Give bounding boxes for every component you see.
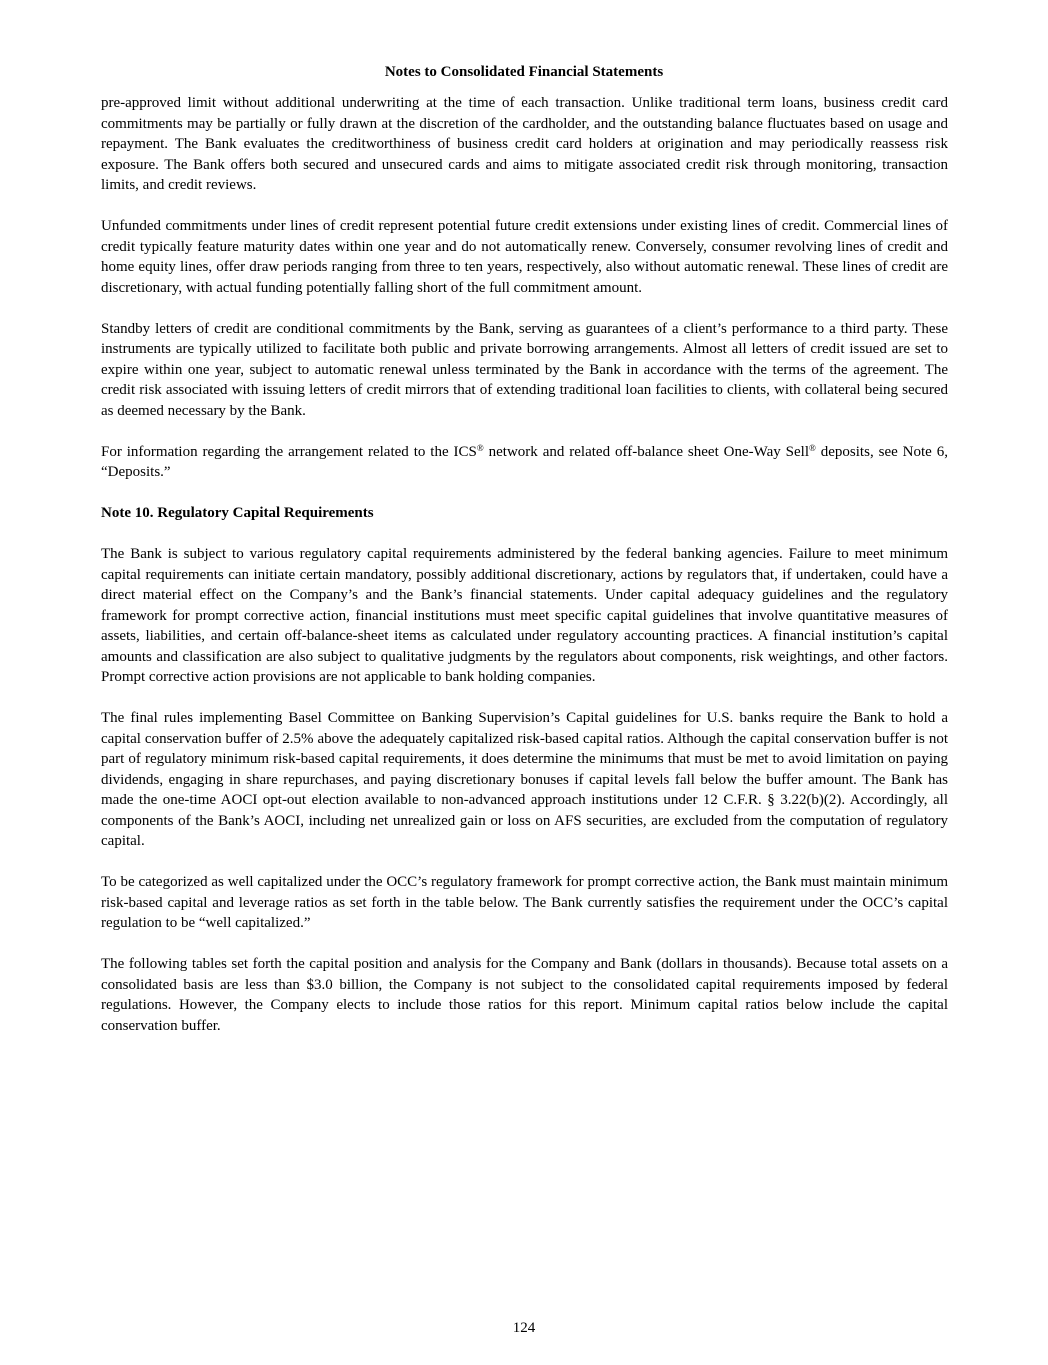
registered-mark: ®: [809, 442, 816, 453]
paragraph-well-capitalized: To be categorized as well capitalized under the OCC’s regulatory framework for prompt corrective action, the Bank must maintain minimum risk-based capital and leverage ratios as set forth in the table below. The Bank currently satisfies the requirement under the OCC’s capital regulation to be “well capitalized.”: [101, 874, 948, 931]
section-heading-note-10: Note 10. Regulatory Capital Requirements: [101, 505, 374, 521]
paragraph-standby-letters-of-credit: Standby letters of credit are conditional commitments by the Bank, serving as guarantees of a client’s performance to a third party. These instruments are typically utilized to facilitate both public and private borrowing arrangements. Almost all letters of credit issued are set to expire within one year, subject to automatic renewal unless terminated by the Bank in accordance with the terms of the agreement. The credit risk associated with issuing letters of credit mirrors that of extending traditional loan facilities to clients, with collateral being secured as deemed necessary by the Bank.: [101, 320, 948, 419]
paragraph-regulatory-requirements: The Bank is subject to various regulatory capital requirements administered by the federal banking agencies. Failure to meet minimum capital requirements can initiate certain mandatory, possibly additional discretionary, actions by regulators that, if undertaken, could have a direct material effect on the Company’s and the Bank’s financial statements. Under capital adequacy guidelines and the regulatory framework for prompt corrective action, financial institutions must meet specific capital guidelines that involve quantitative measures of assets, liabilities, and certain off-balance-sheet items as calculated under regulatory accounting practices. A financial institution’s capital amounts and classification are also subject to qualitative judgments by the regulators about components, risk weightings, and other factors. Prompt corrective action provisions are not applicable to bank holding companies.: [101, 546, 948, 685]
page-number: 124: [512, 1320, 536, 1336]
paragraph-credit-card-commitments: pre-approved limit without additional underwriting at the time of each transaction. Unlike traditional term loans, business credit card commitments may be partially or fully drawn at the discretion of the cardholder, and the outstanding balance fluctuates based on usage and repayment. The Bank evaluates the creditworthiness of business credit card holders at origination and may periodically reassess risk exposure. The Bank offers both secured and unsecured cards and aims to mitigate associated credit risk through monitoring, transaction limits, and credit reviews.: [101, 95, 948, 193]
paragraph-ics-reference: [101, 442, 948, 483]
paragraph-basel-rules: The final rules implementing Basel Committee on Banking Supervision’s Capital guidelines for U.S. banks require the Bank to hold a capital conservation buffer of 2.5% above the adequately capitalized risk-based capital ratios. Although the capital conservation buffer is not part of regulatory minimum risk-based capital requirements, it does determine the minimums that must be met to avoid limitation on paying dividends, engaging in share repurchases, and paying discretionary bonuses if capital levels fall below the buffer amount. The Bank has made the one-time AOCI opt-out election available to non-advanced approach institutions under 12 C.F.R. § 3.22(b)(2). Accordingly, all components of the Bank’s AOCI, including net unrealized gain or loss on AFS securities, are excluded from the computation of regulatory capital.: [101, 710, 948, 849]
registered-mark: ®: [476, 442, 484, 453]
ics-text-part2: network and related off-balance sheet One-Way Sell: [483, 443, 810, 460]
page-header: Notes to Consolidated Financial Statements: [384, 64, 664, 80]
ics-text-part1: For information regarding the arrangement related to the ICS: [101, 443, 477, 460]
paragraph-capital-tables-intro: The following tables set forth the capital position and analysis for the Company and Bank (dollars in thousands). Because total assets on a consolidated basis are less than $3.0 billion, the Company is not subject to the consolidated capital requirements imposed by federal regulations. However, the Company elects to include those ratios for this report. Minimum capital ratios below include the capital conservation buffer.: [101, 956, 948, 1034]
document-body: [101, 93, 948, 1057]
ics-text-part3: deposits, see Note 6, “Deposits.”: [101, 443, 948, 480]
paragraph-unfunded-commitments: Unfunded commitments under lines of credit represent potential future credit extensions under existing lines of credit. Commercial lines of credit typically feature maturity dates within one year and do not automatically renew. Conversely, consumer revolving lines of credit and home equity lines, offer draw periods ranging from three to ten years, respectively, also without automatic renewal. These lines of credit are discretionary, with actual funding potentially falling short of the full commitment amount.: [101, 218, 948, 296]
